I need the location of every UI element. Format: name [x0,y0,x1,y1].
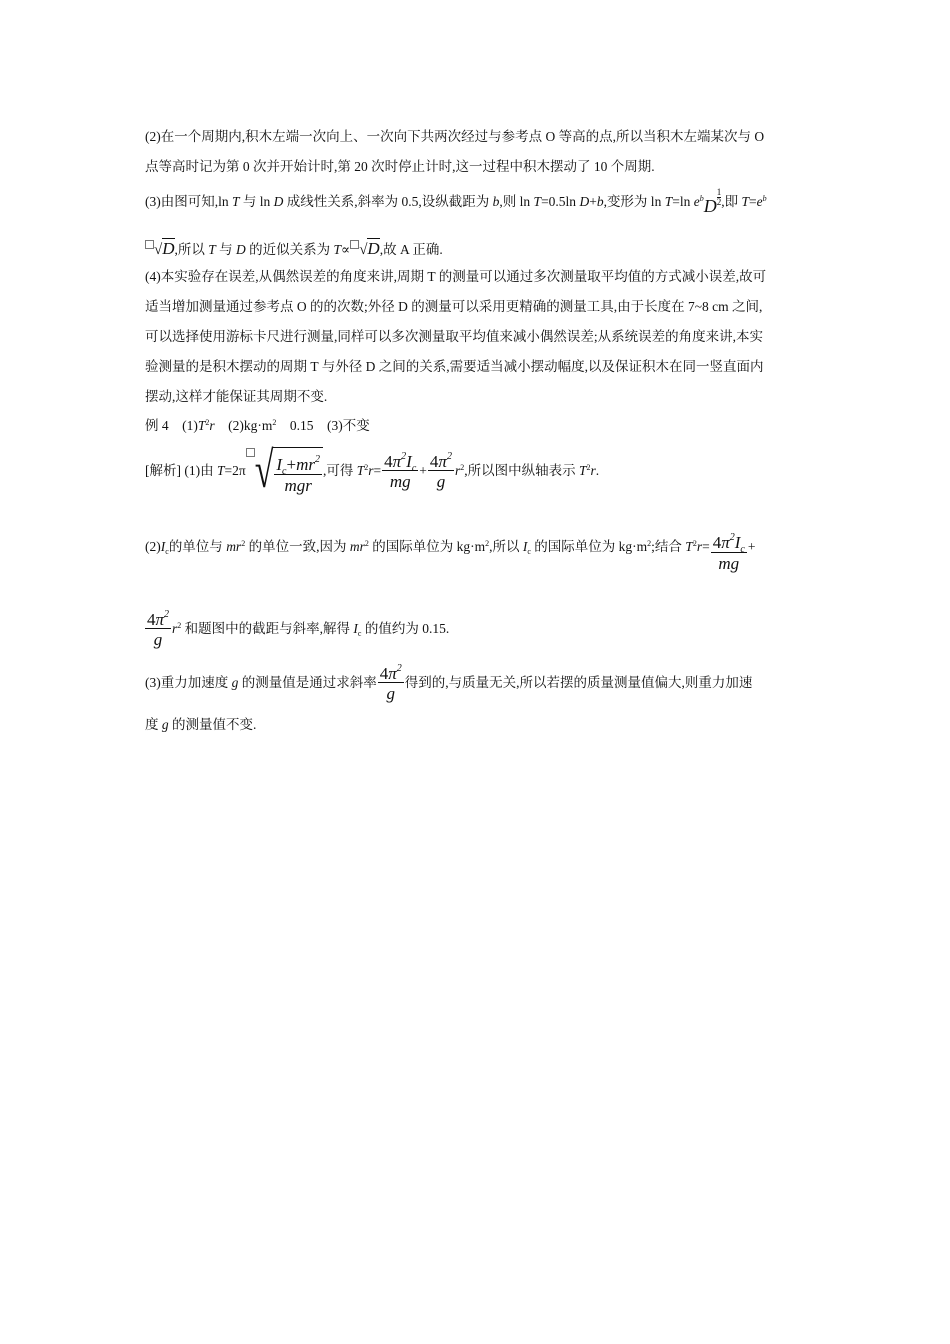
sqrt-icon: √ [359,242,368,258]
D-power-half: D [703,196,717,216]
analysis-line-4: (3)重力加速度 g 的测量值是通过求斜率 $\frac{4\pi^2}{g}$ 得到的,与质量无关,所以若摆的质量测量值偏大,则重力加速 [145,662,753,704]
analysis-line-3: $\frac{4\pi^2}{g}$ $r^2$ 和题图中的截距与斜率,解得 $I_c$ 的值约为 0.15. [147,608,450,650]
paragraph-3-line-1: (3)由图可知,ln T 与 ln D 成线性关系,斜率为 0.5,设纵截距为 b,则 ln T=0.5ln D+b,变形为 ln T=ln $e^bD\frac{1}{2}$ ,即 $T=e^b$ [145,187,767,216]
half-exponent: $\frac{1}{2}$ [716,187,722,207]
paragraph-3-line-2: √D,所以 T 与 D 的近似关系为 T∝ √D,故 A 正确. [145,238,443,260]
sqrt-formula: √ $\frac{I_c+mr^2}{\text{mgr}}$ [255,446,323,497]
paragraph-2-line-2: 点等高时记为第 0 次并开始计时,第 20 次时停止计时,这一过程中积木摆动了 10 个周期. [145,159,655,174]
fraction-4pi2-over-g: $\frac{4\pi^2}{g}$ [379,662,402,704]
placeholder-box-icon [350,240,359,249]
analysis-line-5: 度 g 的测量值不变. [145,717,257,732]
paragraph-4-line-1: (4)本实验存在误差,从偶然误差的角度来讲,周期 T 的测量可以通过多次测量取平均值的方式减小误差,故可 [145,269,767,284]
example-4-answers: 例 4 $(1)T^2r$ $(2)kg\cdot m^2$ 0.15 (3)不变 [145,418,370,433]
sqrt-icon: √ [254,443,274,500]
sqrt-icon: √ [154,242,163,258]
fraction-4pi2-over-g: $\frac{4\pi^2}{g}$ [429,450,452,492]
fraction-4pi2-over-g: $\frac{4\pi^2}{g}$ [147,608,170,650]
fraction-4pi2Ic-over-mg: $\frac{4\pi^2I_c}{mg}$ [384,450,417,492]
paragraph-4-line-3: 可以选择使用游标卡尺进行测量,同样可以多次测量取平均值来减小偶然误差;从系统误差的角度来讲,本实 [145,329,763,344]
paragraph-4-line-4: 验测量的是积木摆动的周期 T 与外径 D 之间的关系,需要适当减小摆动幅度,以及保证积木在同一竖直面内 [145,359,764,374]
paragraph-4-line-5: 摆动,这样才能保证其周期不变. [145,389,328,404]
fraction-4pi2Ic-over-mg: $\frac{4\pi^2I_c}{mg}$ [712,532,745,573]
analysis-line-2: $(2)I_c$的单位与 $mr^2$ 的单位一致,因为 $mr^2$ 的国际单位为 $kg\cdot m^2$,所以 $I_c$ 的国际单位为 $kg\cdot m^2$;结合 $T^2r=$ $\frac{4\pi^2I_c}{mg}$ + [145,532,756,573]
paragraph-4-line-2: 适当增加测量通过参考点 O 的的次数;外径 D 的测量可以采用更精确的测量工具,由于长度在 7~8 cm 之间, [145,299,763,314]
placeholder-box-icon [246,448,255,457]
placeholder-box-icon [145,240,154,249]
paragraph-2-line-1: (2)在一个周期内,积木左端一次向上、一次向下共两次经过与参考点 O 等高的点,所以当积木左端某次与 O [145,129,765,144]
analysis-line-1: [解析] (1)由 T=2π √ $\frac{I_c+mr^2}{\text{mgr}}$ ,可得 $T^2r=$ $\frac{4\pi^2I_c}{mg}$ + $\frac{4\pi^2}{g}$ $r^2$,所以图中纵轴表示 $T^2r$. [145,446,599,498]
